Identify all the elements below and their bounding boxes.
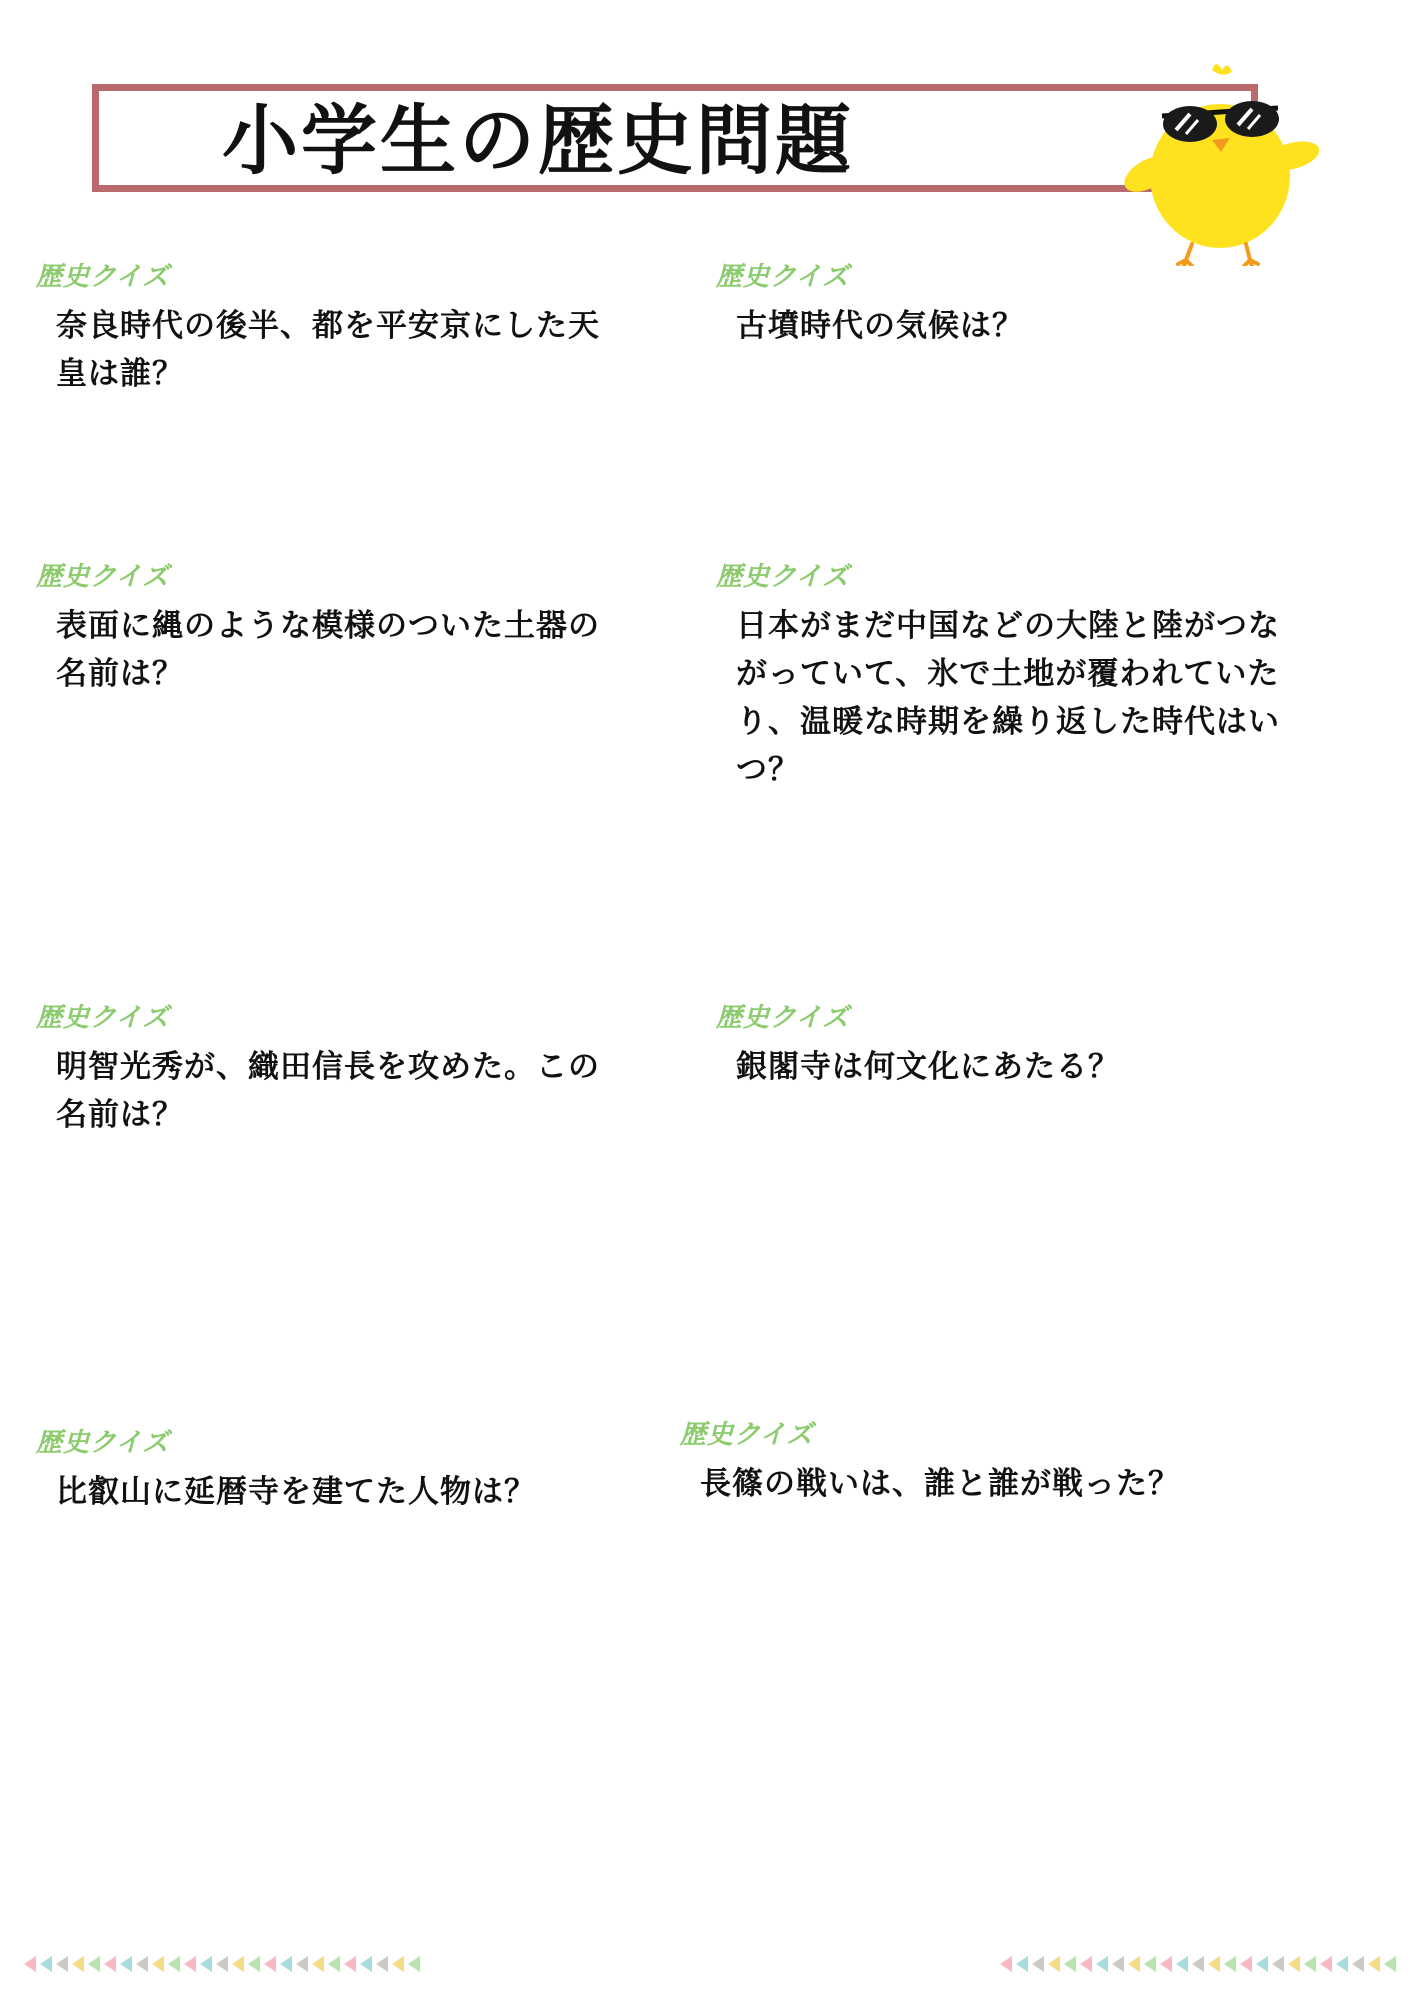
question-8 (680, 1420, 1280, 1508)
garland-triangle (360, 1956, 372, 1972)
question-text: 日本がまだ中国などの大陸と陸がつながっていて、氷で土地が覆われていたり、温暖な時期を繰り返した時代はいつ？ (736, 608, 1280, 788)
question-text: 古墳時代の気候は？ (736, 308, 1024, 344)
garland-triangle (1144, 1956, 1156, 1972)
garland-triangle (136, 1956, 148, 1972)
garland-triangle (88, 1956, 100, 1972)
garland-triangle (312, 1956, 324, 1972)
garland-triangle (24, 1956, 36, 1972)
question-text: 奈良時代の後半、都を平安京にした天皇は誰？ (56, 308, 600, 392)
garland-triangle (248, 1956, 260, 1972)
quiz-label: 歴史クイズ (36, 262, 170, 292)
garland-triangle (1384, 1956, 1396, 1972)
question-text: 表面に縄のような模様のついた土器の名前は？ (56, 608, 600, 692)
question-6 (716, 1003, 1296, 1091)
garland-triangle (104, 1956, 116, 1972)
quiz-label: 歴史クイズ (36, 562, 170, 592)
garland-triangle (1160, 1956, 1172, 1972)
question-3 (36, 562, 616, 698)
garland-triangle (392, 1956, 404, 1972)
quiz-label: 歴史クイズ (716, 262, 850, 292)
garland-triangle (264, 1956, 276, 1972)
quiz-label: 歴史クイズ (716, 562, 850, 592)
garland-triangle (1000, 1956, 1012, 1972)
triangle-garland-icon (1000, 1952, 1410, 1976)
question-text: 比叡山に延暦寺を建てた人物は？ (56, 1474, 536, 1510)
quiz-label: 歴史クイズ (680, 1420, 814, 1450)
garland-triangle (1368, 1956, 1380, 1972)
garland-triangle (1176, 1956, 1188, 1972)
garland-triangle (1080, 1956, 1092, 1972)
garland-triangle (1240, 1956, 1252, 1972)
garland-triangle (1032, 1956, 1044, 1972)
garland-triangle (344, 1956, 356, 1972)
garland-triangle (216, 1956, 228, 1972)
garland-triangle (1336, 1956, 1348, 1972)
garland-triangle (120, 1956, 132, 1972)
garland-triangle (232, 1956, 244, 1972)
garland-triangle (184, 1956, 196, 1972)
garland-triangle (296, 1956, 308, 1972)
garland-triangle (1064, 1956, 1076, 1972)
garland-triangle (1256, 1956, 1268, 1972)
question-2 (716, 262, 1296, 350)
triangle-garland-icon (24, 1952, 434, 1976)
question-text: 銀閣寺は何文化にあたる？ (736, 1049, 1120, 1085)
garland-triangle (56, 1956, 68, 1972)
garland-triangle (200, 1956, 212, 1972)
garland-triangle (328, 1956, 340, 1972)
garland-triangle (1224, 1956, 1236, 1972)
garland-triangle (1096, 1956, 1108, 1972)
question-text: 長篠の戦いは、誰と誰が戦った？ (700, 1466, 1180, 1502)
garland-triangle (408, 1956, 420, 1972)
garland-triangle (1192, 1956, 1204, 1972)
quiz-label: 歴史クイズ (36, 1428, 170, 1458)
title-box (92, 84, 1258, 192)
garland-triangle (1352, 1956, 1364, 1972)
question-7 (36, 1428, 616, 1516)
garland-triangle (168, 1956, 180, 1972)
garland-triangle (1304, 1956, 1316, 1972)
garland-triangle (72, 1956, 84, 1972)
page-title: 小学生の歴史問題 (222, 96, 854, 185)
garland-triangle (152, 1956, 164, 1972)
garland-triangle (1048, 1956, 1060, 1972)
garland-triangle (40, 1956, 52, 1972)
garland-triangle (1208, 1956, 1220, 1972)
garland-triangle (1112, 1956, 1124, 1972)
quiz-label: 歴史クイズ (36, 1003, 170, 1033)
garland-triangle (1320, 1956, 1332, 1972)
garland-triangle (1016, 1956, 1028, 1972)
garland-triangle (1128, 1956, 1140, 1972)
question-text: 明智光秀が、織田信長を攻めた。この名前は？ (56, 1049, 600, 1133)
chick-with-sunglasses-icon (1120, 56, 1320, 266)
question-4 (716, 562, 1296, 794)
garland-triangle (376, 1956, 388, 1972)
garland-triangle (1272, 1956, 1284, 1972)
quiz-label: 歴史クイズ (716, 1003, 850, 1033)
question-5 (36, 1003, 616, 1139)
question-1 (36, 262, 616, 398)
garland-triangle (280, 1956, 292, 1972)
garland-triangle (1288, 1956, 1300, 1972)
